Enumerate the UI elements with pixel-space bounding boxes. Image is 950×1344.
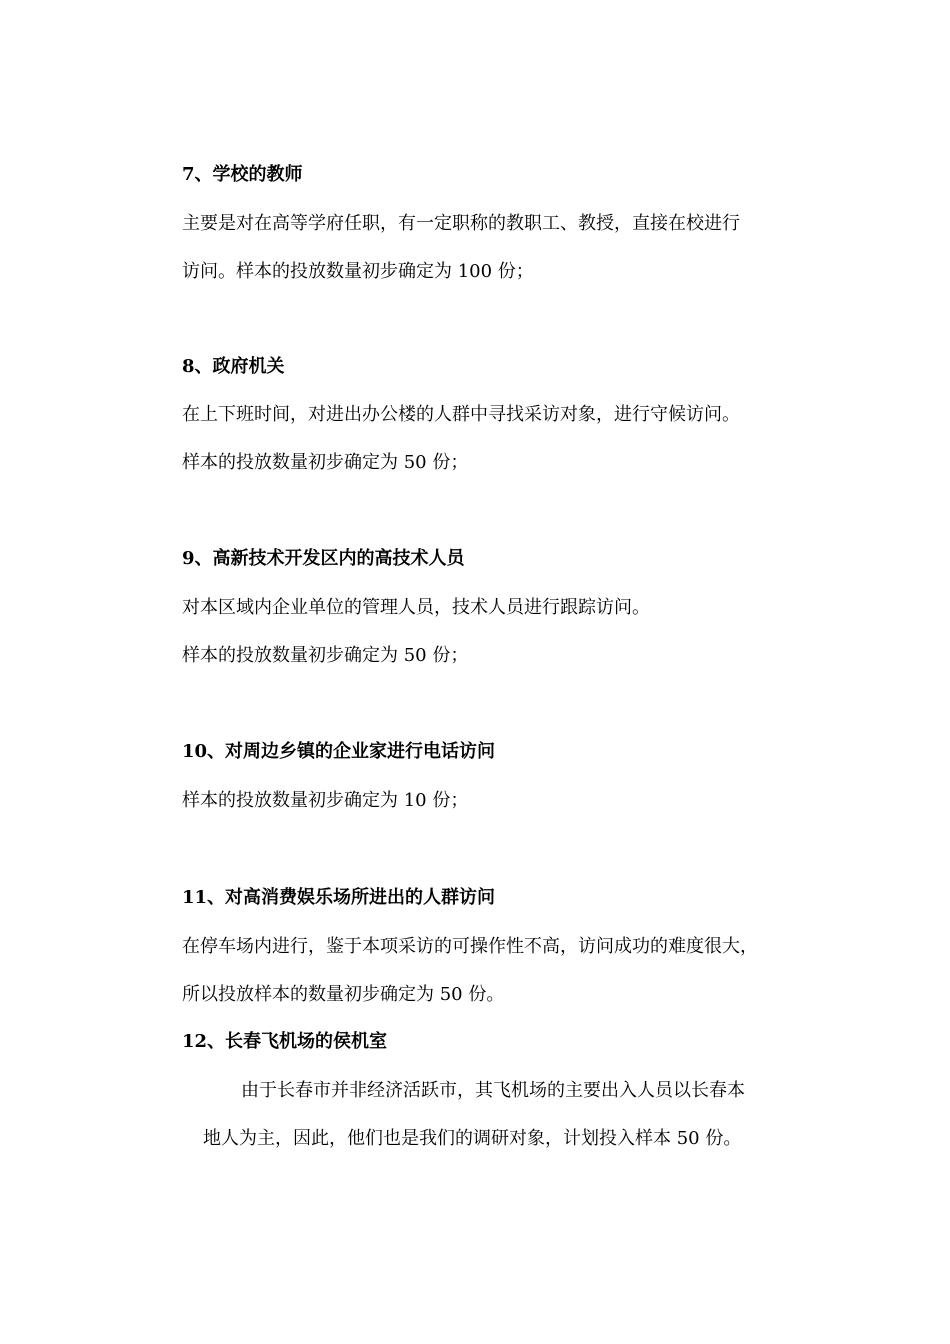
section-heading-10: 10、对周边乡镇的企业家进行电话访问 bbox=[182, 741, 496, 762]
section-heading-11: 11、对高消费娱乐场所进出的人群访问 bbox=[182, 887, 496, 908]
paragraph-line: 对本区域内企业单位的管理人员，技术人员进行跟踪访问。 bbox=[182, 597, 650, 618]
section-heading-9: 9、高新技术开发区内的高技术人员 bbox=[182, 548, 465, 569]
paragraph-line: 在上下班时间，对进出办公楼的人群中寻找采访对象，进行守候访问。 bbox=[182, 404, 740, 425]
section-heading-7: 7、学校的教师 bbox=[182, 164, 303, 185]
section-heading-8: 8、政府机关 bbox=[182, 356, 285, 377]
paragraph-line: 样本的投放数量初步确定为 50 份； bbox=[182, 645, 469, 666]
paragraph-line: 地人为主，因此，他们也是我们的调研对象，计划投入样本 50 份。 bbox=[203, 1128, 742, 1149]
paragraph-line: 在停车场内进行，鉴于本项采访的可操作性不高，访问成功的难度很大， bbox=[182, 936, 758, 957]
paragraph-line: 样本的投放数量初步确定为 10 份； bbox=[182, 790, 469, 811]
paragraph-line: 由于长春市并非经济活跃市，其飞机场的主要出入人员以长春本 bbox=[241, 1080, 745, 1101]
section-heading-12: 12、长春飞机场的侯机室 bbox=[182, 1031, 388, 1052]
paragraph-line: 所以投放样本的数量初步确定为 50 份。 bbox=[182, 984, 505, 1005]
paragraph-line: 访问。样本的投放数量初步确定为 100 份； bbox=[182, 261, 534, 282]
paragraph-line: 样本的投放数量初步确定为 50 份； bbox=[182, 452, 469, 473]
paragraph-line: 主要是对在高等学府任职，有一定职称的教职工、教授，直接在校进行 bbox=[182, 213, 740, 234]
